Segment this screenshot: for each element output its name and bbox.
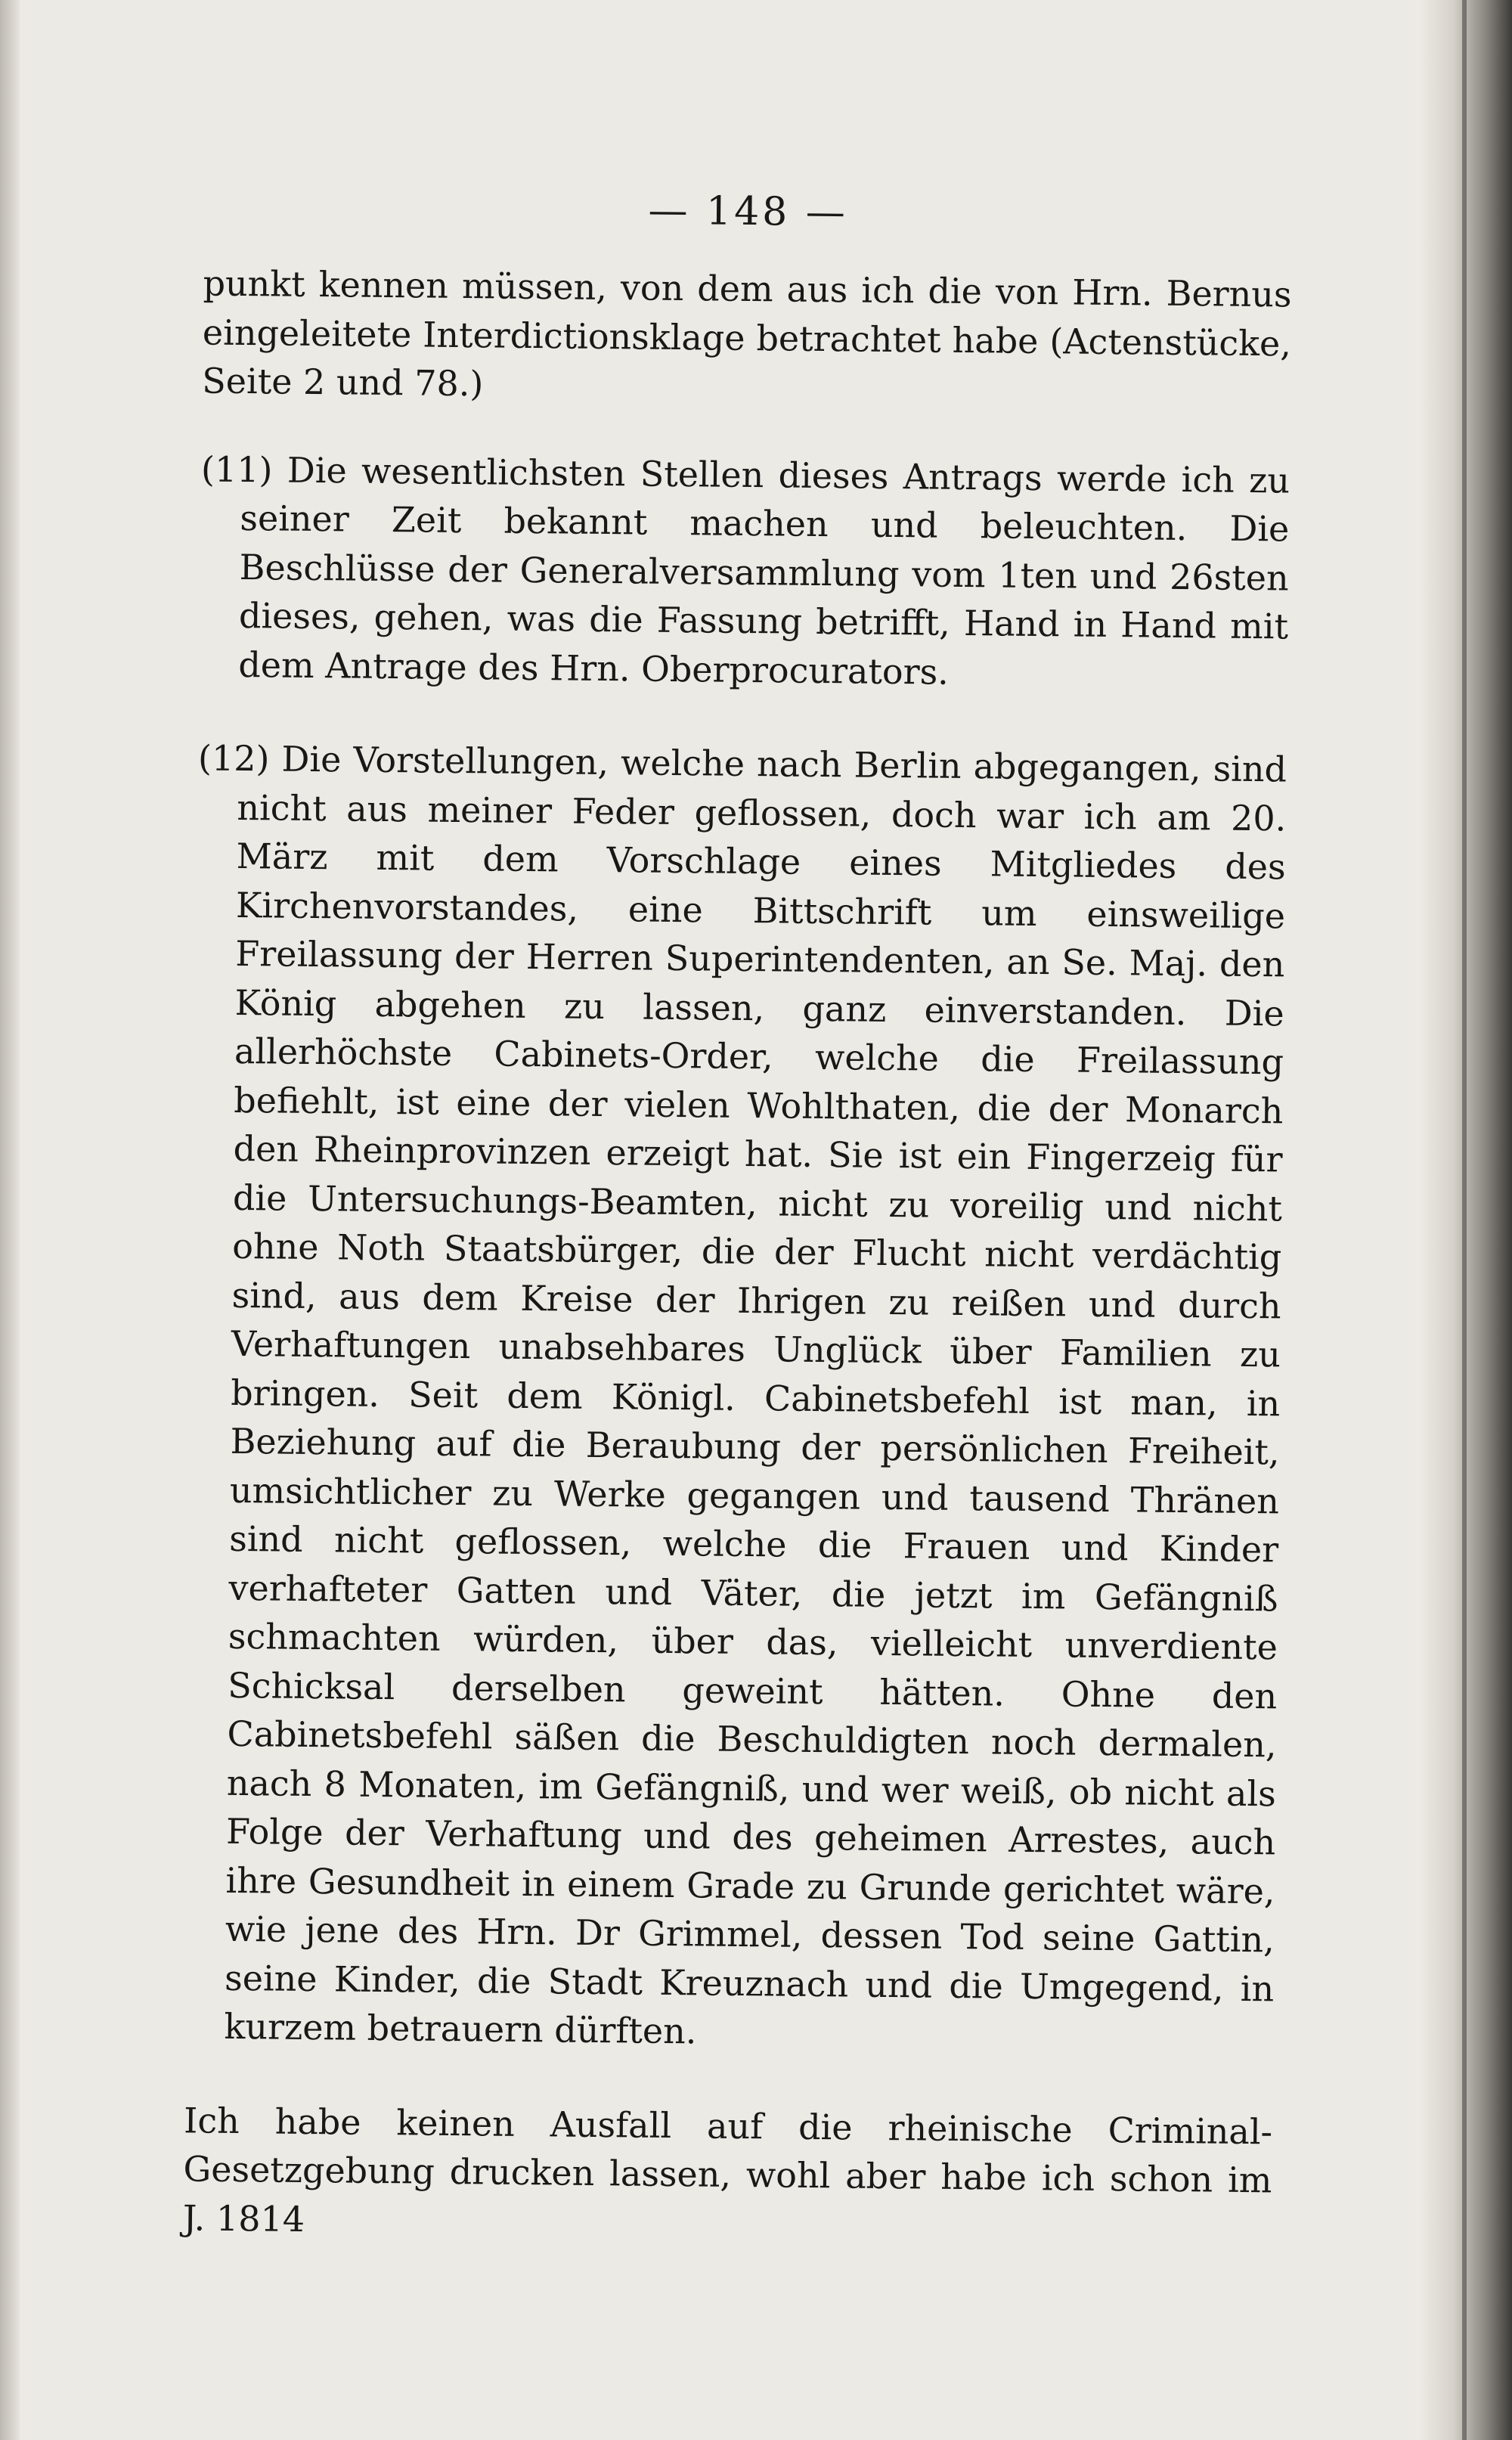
book-gutter-shadow bbox=[1421, 0, 1512, 2440]
left-page-edge bbox=[0, 0, 20, 2440]
closing-paragraph: Ich habe keinen Ausfall auf die rheinische Criminal-Gesetzgebung drucken lassen, wohl aber habe ich schon im J. 1814 bbox=[182, 2099, 1273, 2240]
book-gutter-crease bbox=[1462, 0, 1467, 2440]
continuation-paragraph: punkt kennen müssen, von dem aus ich die von Hrn. Bernus eingeleitete Interdictionsklage betrachtet habe (Actenstücke, Seite 2 und 78.) bbox=[202, 262, 1292, 405]
page-number: — 148 — bbox=[648, 188, 849, 236]
note-11-paragraph: (11) Die wesentlichsten Stellen dieses Antrags werde ich zu seiner Zeit bekannt machen und beleuchten. Die Beschlüsse der Generalversammlung vom 1ten und 26sten dieses, gehen, was die Fassung betrifft, Hand in Hand mit dem Antrage des Hrn. Oberprocurators. bbox=[200, 448, 1290, 693]
note-12-paragraph: (12) Die Vorstellungen, welche nach Berlin abgegangen, sind nicht aus meiner Feder geflossen, doch war ich am 20. März mit dem Vorschlage eines Mitgliedes des Kirchenvorstandes, eine Bittschrift um einsweilige Freilassung der Herren Superintendenten, an Se. Maj. den König abgehen zu lassen, ganz einverstanden. Die allerhöchste Cabinets-Order, welche die Freilassung befiehlt, ist eine der vielen Wohlthaten, die der Monarch den Rheinprovinzen erzeigt hat. Sie ist ein Fingerzeig für die Untersuchungs-Beamten, nicht zu voreilig und nicht ohne Noth Staatsbürger, die der Flucht nicht verdächtig sind, aus dem Kreise der Ihrigen zu reißen und durch Verhaftungen unabsehbares Unglück über Familien zu bringen. Seit dem Königl. Cabinetsbefehl ist man, in Beziehung auf die Beraubung der persönlichen Freiheit, umsichtlicher zu Werke gegangen und tausend Thränen sind nicht geflossen, welche die Frauen und Kinder verhafteter Gatten und Väter, die jetzt im Gefängniß schmachten würden, über das, vielleicht unverdiente Schicksal derselben geweint hätten. Ohne den Cabinetsbefehl säßen die Beschuldigten noch dermalen, nach 8 Monaten, im Gefängniß, und wer weiß, ob nicht als Folge der Verhaftung und des geheimen Arrestes, auch ihre Gesundheit in einem Grade zu Grunde gerichtet wäre, wie jene des Hrn. Dr Grimmel, dessen Tod seine Gattin, seine Kinder, die Stadt Kreuznach und die Umgegend, in kurzem betrauern dürften. bbox=[197, 737, 1287, 2052]
page-text-block bbox=[183, 183, 1293, 2251]
